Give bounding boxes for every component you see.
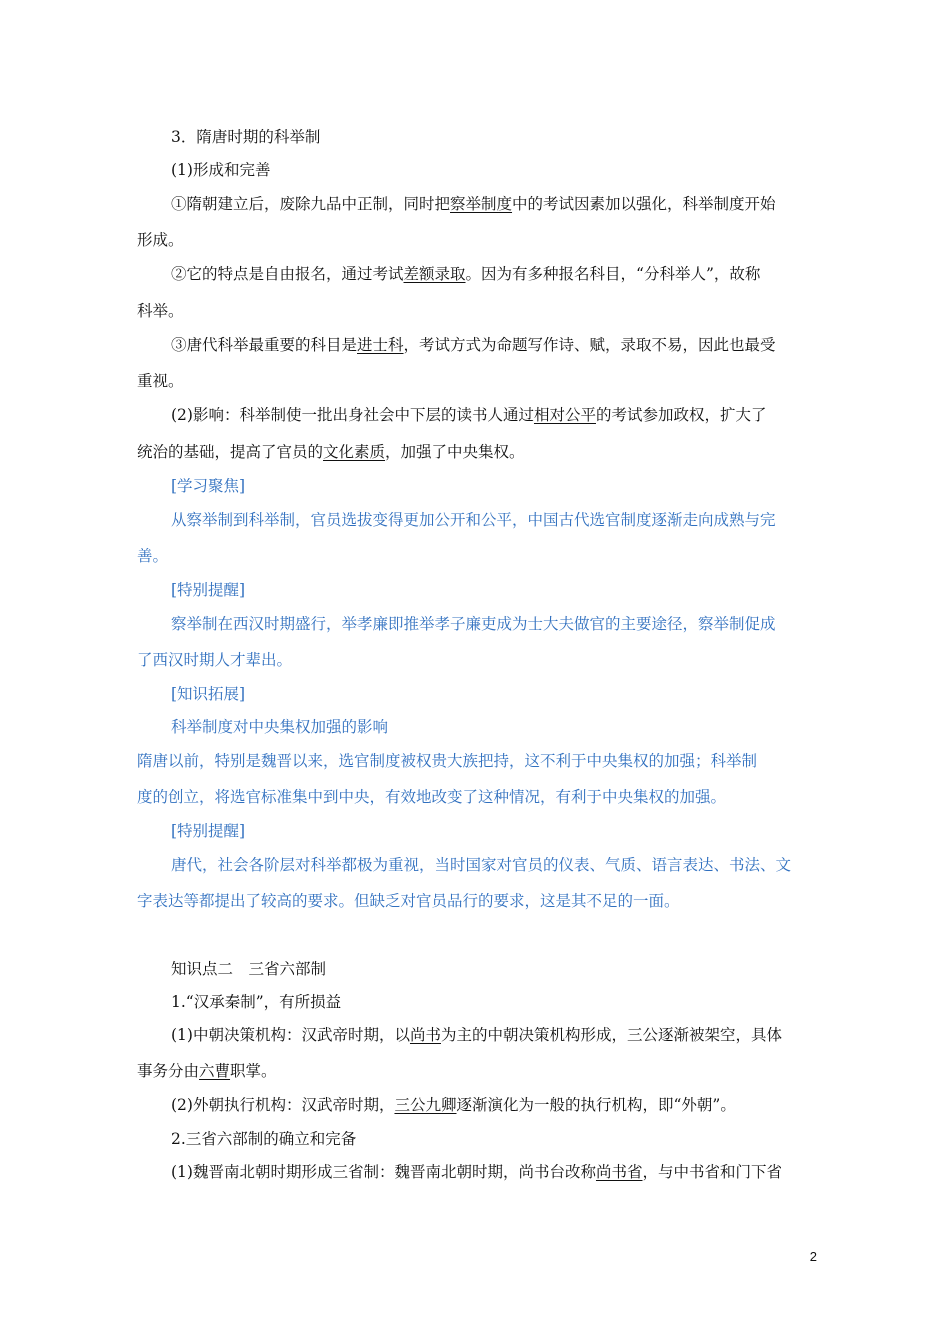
keyword-underlined: 差额录取 [403, 265, 466, 283]
note-line: 字表达等都提出了较高的要求。但缺乏对官员品行的要求，这是其不足的一面。 [137, 892, 680, 910]
paragraph-line: 重视。 [137, 372, 184, 390]
note-line: 善。 [137, 547, 169, 565]
subheading: (1)形成和完善 [171, 161, 271, 179]
subheading: 2.三省六部制的确立和完备 [171, 1130, 357, 1148]
paragraph-line: (2)影响：科举制使一批出身社会中下层的读书人通过相对公平的考试参加政权，扩大了 [171, 406, 767, 424]
section-heading: 3．隋唐时期的科举制 [171, 128, 321, 146]
keyword-underlined: 三公九卿 [394, 1096, 457, 1114]
section-title: 知识点二 三省六部制 [171, 960, 327, 978]
note-line: 从察举制到科举制，官员选拔变得更加公开和公平，中国古代选官制度逐渐走向成熟与完 [171, 511, 776, 529]
keyword-underlined: 尚书 [409, 1026, 441, 1044]
note-tag: [知识拓展] [171, 685, 246, 703]
paragraph-line: ②它的特点是自由报名，通过考试差额录取。因为有多种报名科目，“分科举人”，故称 [171, 265, 761, 283]
keyword-underlined: 察举制度 [450, 195, 513, 213]
paragraph-line: 形成。 [137, 231, 184, 249]
note-line: 隋唐以前，特别是魏晋以来，选官制度被权贵大族把持，这不利于中央集权的加强；科举制 [137, 752, 758, 770]
paragraph-line: 事务分由六曹职掌。 [137, 1062, 277, 1080]
keyword-underlined: 文化素质 [323, 443, 386, 461]
paragraph-line: (2)外朝执行机构：汉武帝时期，三公九卿逐渐演化为一般的执行机构，即“外朝”。 [171, 1096, 736, 1114]
note-tag: [特别提醒] [171, 581, 246, 599]
subheading: 1.“汉承秦制”，有所损益 [171, 993, 342, 1011]
paragraph-line: (1)中朝决策机构：汉武帝时期，以尚书为主的中朝决策机构形成，三公逐渐被架空，具体 [171, 1026, 782, 1044]
note-line: 唐代，社会各阶层对科举都极为重视，当时国家对官员的仪表、气质、语言表达、书法、文 [171, 856, 792, 874]
page-number: 2 [809, 1249, 817, 1264]
paragraph-line: ③唐代科举最重要的科目是进士科，考试方式为命题写作诗、赋，录取不易，因此也最受 [171, 336, 776, 354]
keyword-underlined: 进士科 [357, 336, 404, 354]
paragraph-line: 科举。 [137, 302, 184, 320]
note-title: 科举制度对中央集权加强的影响 [171, 718, 389, 736]
paragraph-line: ①隋朝建立后，废除九品中正制，同时把察举制度中的考试因素加以强化，科举制度开始 [171, 195, 776, 213]
note-line: 了西汉时期人才辈出。 [137, 651, 293, 669]
note-line: 察举制在西汉时期盛行，举孝廉即推举孝子廉吏成为士大夫做官的主要途径，察举制促成 [171, 615, 776, 633]
keyword-underlined: 相对公平 [533, 406, 596, 424]
keyword-underlined: 六曹 [199, 1062, 231, 1080]
note-tag: [学习聚焦] [171, 477, 246, 495]
paragraph-line: 统治的基础，提高了官员的文化素质，加强了中央集权。 [137, 443, 525, 461]
note-line: 度的创立，将选官标准集中到中央，有效地改变了这种情况，有利于中央集权的加强。 [137, 788, 727, 806]
note-tag: [特别提醒] [171, 822, 246, 840]
paragraph-line: (1)魏晋南北朝时期形成三省制：魏晋南北朝时期，尚书台改称尚书省，与中书省和门下省 [171, 1163, 782, 1181]
keyword-underlined: 尚书省 [595, 1163, 643, 1181]
